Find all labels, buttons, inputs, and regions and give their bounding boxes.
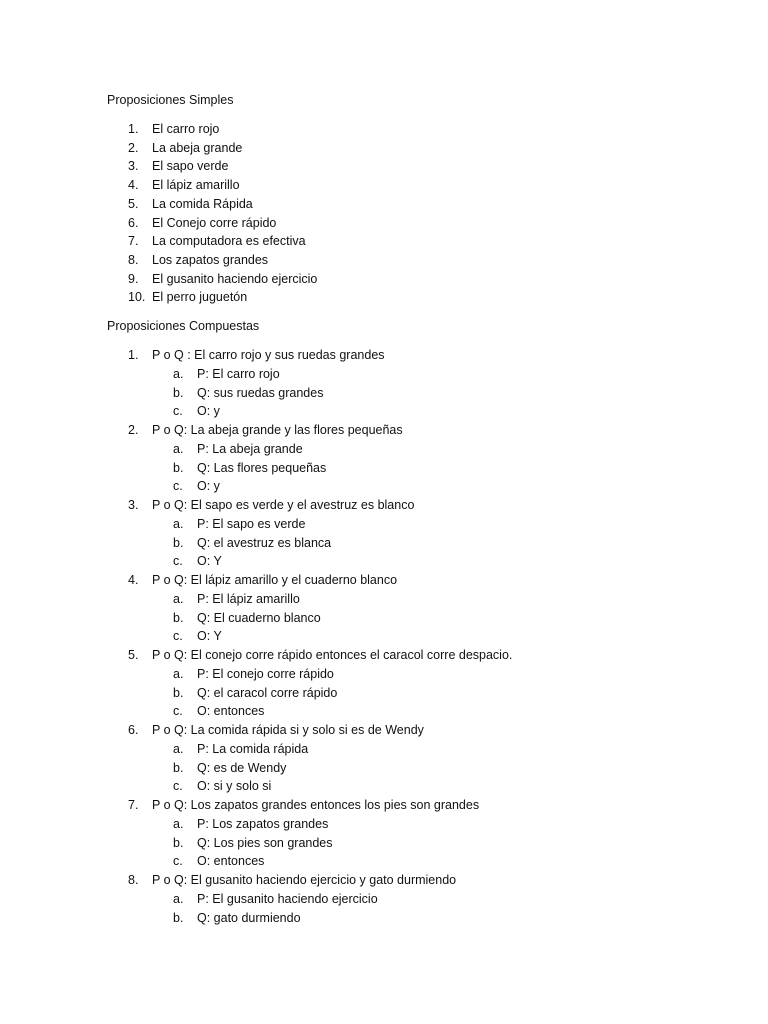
sub-item: P: La comida rápida	[197, 741, 309, 756]
sub-item-letter: b.	[173, 760, 184, 775]
sub-item: P: Los zapatos grandes	[197, 816, 329, 831]
list-item-number: 8.	[128, 252, 139, 267]
sub-item: O: Y	[197, 554, 222, 569]
sub-item: Q: Los pies son grandes	[197, 835, 333, 850]
sub-item: Q: el caracol corre rápido	[197, 685, 338, 700]
sub-item-letter: a.	[173, 366, 184, 381]
list-item: La computadora es efectiva	[152, 234, 306, 249]
list-item: P o Q: La comida rápida si y solo si es de Wendy	[152, 723, 424, 737]
list-item: El Conejo corre rápido	[152, 215, 277, 230]
list-item: El sapo verde	[152, 159, 229, 174]
sub-item-letter: a.	[173, 816, 184, 831]
sub-item: Q: Las flores pequeñas	[197, 460, 327, 475]
sub-item-letter: c.	[173, 404, 183, 419]
list-item-number: 7.	[128, 234, 139, 249]
list-item-number: 3.	[128, 159, 139, 174]
sub-item: P: El conejo corre rápido	[197, 666, 334, 681]
list-item: P o Q : El carro rojo y sus ruedas grandes	[152, 348, 385, 362]
sub-item: P: El lápiz amarillo	[197, 591, 300, 606]
list-item: La comida Rápida	[152, 196, 253, 211]
list-item: El carro rojo	[152, 122, 220, 136]
list-item-number: 8.	[128, 873, 139, 887]
list-item-number: 4.	[128, 573, 139, 587]
sub-item: P: El carro rojo	[197, 366, 280, 381]
list-item-number: 2.	[128, 423, 139, 437]
sub-item: Q: gato durmiendo	[197, 910, 301, 925]
sub-item: O: y	[197, 404, 220, 419]
list-item: El lápiz amarillo	[152, 178, 240, 193]
simple-propositions-heading: Proposiciones Simples	[107, 93, 234, 107]
sub-item: Q: es de Wendy	[197, 760, 287, 775]
sub-item: O: Y	[197, 629, 222, 644]
sub-item-letter: b.	[173, 610, 184, 625]
sub-item-letter: b.	[173, 535, 184, 550]
sub-item-letter: c.	[173, 704, 183, 719]
sub-item-letter: b.	[173, 685, 184, 700]
list-item-number: 9.	[128, 271, 139, 286]
list-item-number: 6.	[128, 723, 139, 737]
list-item-number: 5.	[128, 196, 139, 211]
list-item: P o Q: El lápiz amarillo y el cuaderno blanco	[152, 573, 398, 587]
list-item-number: 6.	[128, 215, 139, 230]
list-item: P o Q: El conejo corre rápido entonces el caracol corre despacio.	[152, 648, 513, 662]
sub-item: O: y	[197, 479, 220, 494]
sub-item: P: El gusanito haciendo ejercicio	[197, 891, 378, 906]
sub-item-letter: b.	[173, 460, 184, 475]
sub-item-letter: b.	[173, 835, 184, 850]
sub-item: O: entonces	[197, 704, 265, 719]
sub-item-letter: b.	[173, 385, 184, 400]
list-item: P o Q: Los zapatos grandes entonces los pies son grandes	[152, 798, 480, 812]
list-item: Los zapatos grandes	[152, 252, 269, 267]
list-item: El gusanito haciendo ejercicio	[152, 271, 318, 286]
sub-item-letter: c.	[173, 779, 183, 794]
list-item-number: 4.	[128, 178, 139, 193]
compound-propositions-heading: Proposiciones Compuestas	[107, 319, 260, 333]
sub-item-letter: a.	[173, 666, 184, 681]
sub-item: Q: el avestruz es blanca	[197, 535, 332, 550]
list-item-number: 1.	[128, 348, 139, 362]
sub-item-letter: c.	[173, 854, 183, 869]
list-item-number: 3.	[128, 498, 139, 512]
sub-item-letter: c.	[173, 554, 183, 569]
list-item: La abeja grande	[152, 140, 243, 155]
list-item-number: 2.	[128, 140, 139, 155]
sub-item-letter: a.	[173, 891, 184, 906]
sub-item: O: si y solo si	[197, 779, 272, 794]
list-item: P o Q: La abeja grande y las flores pequeñas	[152, 423, 403, 437]
sub-item: Q: El cuaderno blanco	[197, 610, 321, 625]
list-item: El perro juguetón	[152, 290, 248, 305]
list-item-number: 1.	[128, 122, 139, 136]
sub-item-letter: b.	[173, 910, 184, 925]
sub-item: Q: sus ruedas grandes	[197, 385, 324, 400]
sub-item: P: El sapo es verde	[197, 516, 306, 531]
sub-item-letter: a.	[173, 741, 184, 756]
sub-item-letter: a.	[173, 441, 184, 456]
list-item-number: 10.	[128, 290, 146, 305]
sub-item-letter: c.	[173, 479, 183, 494]
sub-item-letter: c.	[173, 629, 183, 644]
sub-item-letter: a.	[173, 516, 184, 531]
list-item-number: 5.	[128, 648, 139, 662]
sub-item: O: entonces	[197, 854, 265, 869]
sub-item-letter: a.	[173, 591, 184, 606]
sub-item: P: La abeja grande	[197, 441, 303, 456]
list-item: P o Q: El gusanito haciendo ejercicio y gato durmiendo	[152, 873, 457, 887]
list-item-number: 7.	[128, 798, 139, 812]
list-item: P o Q: El sapo es verde y el avestruz es blanco	[152, 498, 415, 512]
